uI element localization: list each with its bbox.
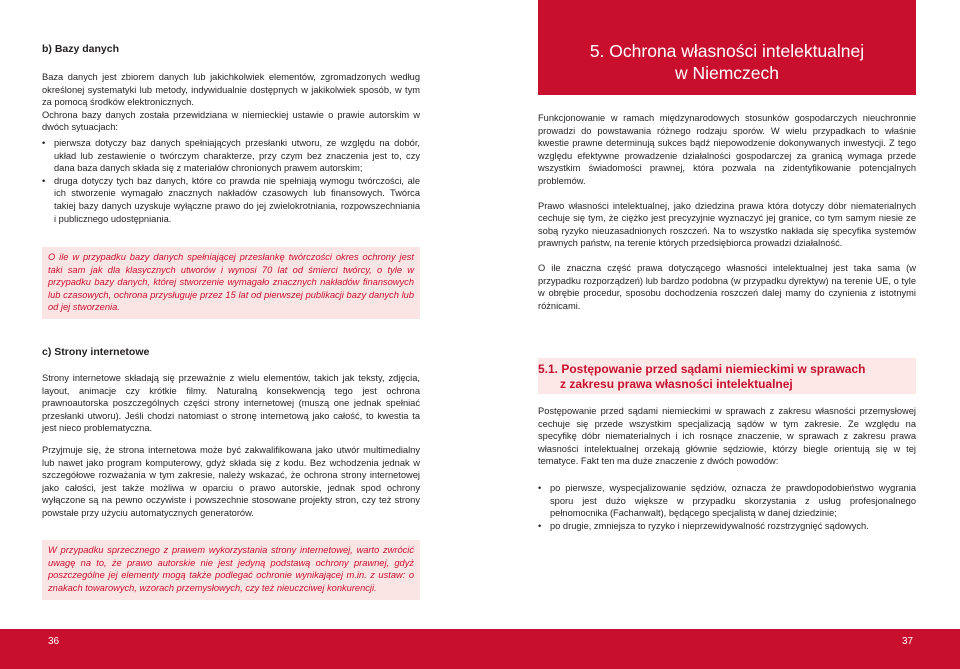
section-c xyxy=(42,346,420,520)
right-page xyxy=(480,0,960,669)
section-c-callout: W przypadku sprzecznego z prawem wykorzystania strony internetowej, warto zwrócić uwagę na to, że prawo autorskie nie jest jedyną podstawą ochrony prawnej, gdyż poszczególne jej elementy mogą także podlegać ochronie wynikającej m.in. z ustaw: o znakach towarowych, wzorach przemysłowych, czy też nieuczciwej konkurencji. xyxy=(42,540,420,600)
section-b xyxy=(42,43,420,225)
footer-bar xyxy=(0,629,960,669)
intro-paragraph-3: O ile znaczna część prawa dotyczącego własności intelektualnej jest taka sama (w przypadku rozporządzeń) lub bardzo podobna (w przypadku dyrektyw) na terenie UE, o tyle w obrębie procedur, sposobu dochodzenia roszczeń dalej mamy do czynienia z istotnymi różnicami. xyxy=(538,262,916,311)
subsection-paragraph: Postępowanie przed sądami niemieckimi w sprawach z zakresu własności przemysłowej cechuje się przede wszystkim specjalizacją sądów w tym zakresie. Ze względu na specyfikę dóbr niematerialnych i ich rosnące znaczenie, w sprawach z zakresu prawa własności intelektualnej orzekają głównie sędziowie, którzy biegle orientują się w tej tematyce. Fakt ten ma duże znaczenie z dwóch powodów: xyxy=(538,406,916,467)
section-b-callout: O ile w przypadku bazy danych spełniającej przesłankę twórczości okres ochrony jest taki sam jak dla klasycznych utworów i wynosi 70 lat od śmierci twórcy, o tyle w przypadku bazy danych, której stworzenie wymagało znacznych nakładów finansowych lub czasowych, ochrona przysługuje przez 15 lat od pierwszej publikacji bazy danych lub od jej stworzenia. xyxy=(42,247,420,319)
subsection-bullet-list xyxy=(538,482,916,532)
bullet-item: • druga dotyczy tych baz danych, które co prawda nie spełniają wymogu twórczości, ale ich stworzenie wymagało znacznych nakładów czasowych lub finansowych. Twórca takiej bazy danych uzyskuje wyłączne prawo do jej zwielokrotniania, rozpowszechniania i publicznego udostępniania. xyxy=(42,175,420,225)
page-number-right: 37 xyxy=(902,636,914,647)
bullet-item: • po pierwsze, wyspecjalizowanie sędziów, oznacza że prawdopodobieństwo wygrania sporu jest dużo większe w przypadku skorzystania z usług profesjonalnego pełnomocnika (Fachanwalt), będącego specjalistą w danej dziedzinie; xyxy=(538,482,916,520)
subsection-text xyxy=(538,405,916,532)
section-b-heading: b) Bazy danych xyxy=(42,43,120,55)
section-c-heading: c) Strony internetowe xyxy=(42,346,150,358)
chapter-title-line-2: w Niemczech xyxy=(674,63,780,83)
bullet-item: • pierwsza dotyczy baz danych spełniających przesłanki utworu, ze względu na dobór, układ lub zestawienie o twórczym charakterze, przy czym bez znaczenia jest to, czy dana baza danych składa się z materiałów chronionych prawem autorskim; xyxy=(42,137,420,175)
subsection-heading-line-1: 5.1. Postępowanie przed sądami niemieckimi w sprawach xyxy=(538,362,866,376)
bullet-item: • po drugie, zmniejsza to ryzyko i nieprzewidywalność rozstrzygnięć sądowych. xyxy=(538,520,916,533)
intro-text xyxy=(538,112,916,312)
subsection-heading-line-2: z zakresu prawa własności intelektualnej xyxy=(560,377,793,391)
page-number-left: 36 xyxy=(48,636,60,647)
section-c-paragraph-2: Przyjmuje się, że strona internetowa może być zakwalifikowana jako utwór multimedialny lub nawet jako program komputerowy, gdyż składa się z kodu. Bez wchodzenia jednak w szczegółowe rozważania w tym zakresie, należy wskazać, że ochrona strony internetowej jako całości, jest także możliwa w oparciu o prawo autorskie, jednak spod ochrony wyłączone są na pewno oczywiste i powszechnie stosowane projekty stron, czy też strony powstałe przy użyciu automatycznych generatorów. xyxy=(42,444,420,518)
chapter-banner xyxy=(538,0,916,95)
section-b-bullet-list xyxy=(42,137,420,225)
chapter-title-line-1: 5. Ochrona własności intelektualnej xyxy=(589,41,865,61)
section-b-paragraph-1: Baza danych jest zbiorem danych lub jakichkolwiek elementów, zgromadzonych według określonej systematyki lub metody, indywidualnie dostępnych w jakikolwiek sposób, w tym za pomocą środków elektronicznych. xyxy=(42,72,420,108)
section-b-paragraph-2: Ochrona bazy danych została przewidziana w niemieckiej ustawie o prawie autorskim w dwóch sytuacjach: xyxy=(42,109,420,133)
intro-paragraph-2: Prawo własności intelektualnej, jako dziedzina prawa która dotyczy dóbr niematerialnych cechuje się tym, że ciężko jest precyzyjnie wyznaczyć jej granice, co tym samym niesie ze sobą ryzyko nieuzasadnionych roszczeń. Na to wszystko nakłada się specyfika systemów prawnych państw, na terenie których przedsiębiorca prowadzi działalność. xyxy=(538,200,916,249)
intro-paragraph-1: Funkcjonowanie w ramach międzynarodowych stosunków gospodarczych nieuchronnie prowadzi do powstawania różnego rodzaju sporów. W wielu przypadkach to właśnie kwestie prawne determinują sukces bądź niepowodzenie dokonywanych inwestycji. Z tego względu efektywne prowadzenie działalności gospodarczej za granicą wymaga przede wszystkim świadomości prawnej, która pozwala na zidentyfikowanie potencjalnych problemów. xyxy=(538,113,916,186)
subsection-heading xyxy=(538,362,916,392)
section-c-paragraph-1: Strony internetowe składają się przeważnie z wielu elementów, takich jak teksty, zdjęcia, layout, animacje czy krótkie filmy. Naturalną konsekwencją tego jest ochrona prawnoautorska poszczególnych części strony internetowej (muszą one jednak spełniać przesłanki utworu). Jeśli chodzi natomiast o stronę internetową jako całość, to kwestia ta jest nieco problematyczna. xyxy=(42,373,420,434)
